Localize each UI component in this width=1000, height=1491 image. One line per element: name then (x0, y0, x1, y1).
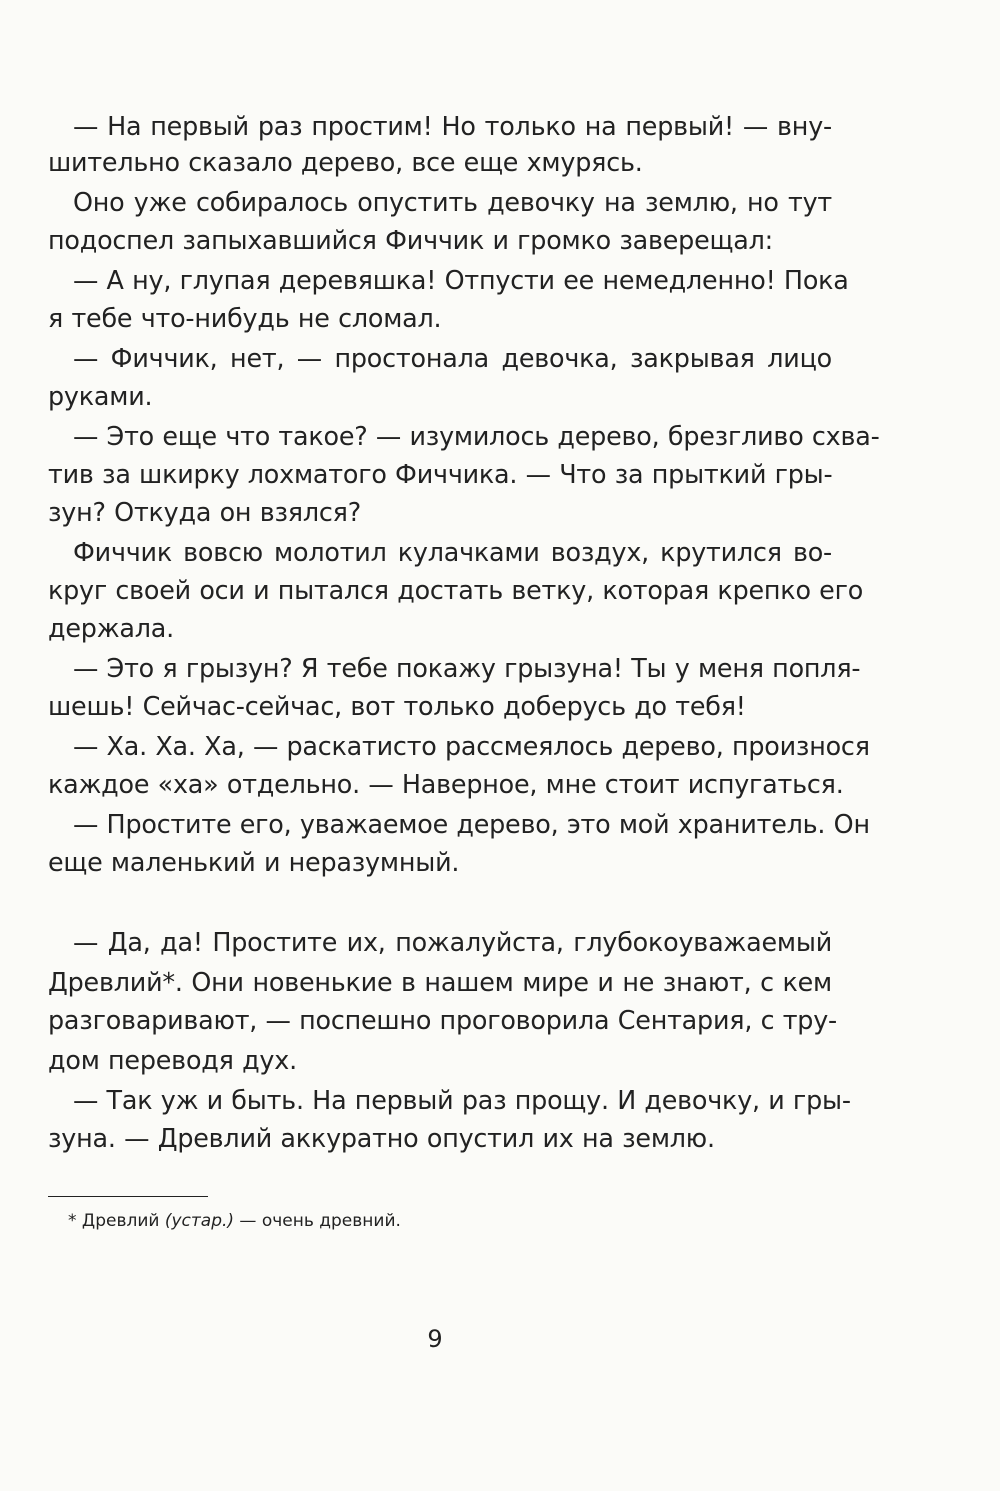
text-line: еще маленький и неразумный. (48, 847, 460, 877)
page-number: 9 (427, 1325, 443, 1353)
text-line: шешь! Сейчас-сейчас, вот только доберусь до тебя! (48, 691, 746, 721)
footnote-term: Древлий (81, 1211, 160, 1231)
text-line: подоспел запыхавшийся Фиччик и громко заверещал: (48, 225, 773, 255)
text-line: — Простите его, уважаемое дерево, это мой хранитель. Он (73, 809, 870, 839)
text-line: Оно уже собиралось опустить девочку на землю, но тут (73, 187, 832, 217)
text-line: шительно сказало дерево, все еще хмурясь. (48, 147, 643, 177)
text-line: — Это еще что такое? — изумилось дерево, брезгливо схва- (73, 421, 880, 451)
text-line: Древлий*. Они новенькие в нашем мире и не знают, с кем (48, 967, 832, 997)
text-line: я тебе что-нибудь не сломал. (48, 303, 442, 333)
text-line: — Фиччик, нет, — простонала девочка, закрывая лицо (73, 343, 832, 373)
footnote (68, 1206, 768, 1236)
text-line: руками. (48, 381, 153, 411)
text-line: каждое «ха» отдельно. — Наверное, мне стоит испугаться. (48, 769, 844, 799)
text-line: — Да, да! Простите их, пожалуйста, глубокоуважаемый (73, 927, 832, 957)
footnote-rule (48, 1196, 208, 1197)
text-line: зуна. — Древлий аккуратно опустил их на землю. (48, 1123, 715, 1153)
text-line: круг своей оси и пытался достать ветку, которая крепко его (48, 575, 864, 605)
text-line: держала. (48, 613, 174, 643)
footnote-definition: — очень древний. (239, 1211, 401, 1231)
text-line: — Ха. Ха. Ха, — раскатисто рассмеялось дерево, произнося (73, 731, 870, 761)
footnote-note: (устар.) (164, 1211, 235, 1231)
text-line: — Это я грызун? Я тебе покажу грызуна! Ты у меня попля- (73, 653, 861, 683)
text-line: — На первый раз простим! Но только на первый! — вну- (73, 111, 832, 141)
text-line: Фиччик вовсю молотил кулачками воздух, крутился во- (73, 537, 832, 567)
text-line: — А ну, глупая деревяшка! Отпусти ее немедленно! Пока (73, 265, 849, 295)
text-line: разговаривают, — поспешно проговорила Сентария, с тру- (48, 1005, 838, 1035)
footnote-marker: * (68, 1211, 77, 1231)
text-line: тив за шкирку лохматого Фиччика. — Что за прыткий гры- (48, 459, 833, 489)
text-line: — Так уж и быть. На первый раз прощу. И девочку, и гры- (73, 1085, 851, 1115)
text-line: дом переводя дух. (48, 1045, 297, 1075)
text-line: зун? Откуда он взялся? (48, 497, 361, 527)
